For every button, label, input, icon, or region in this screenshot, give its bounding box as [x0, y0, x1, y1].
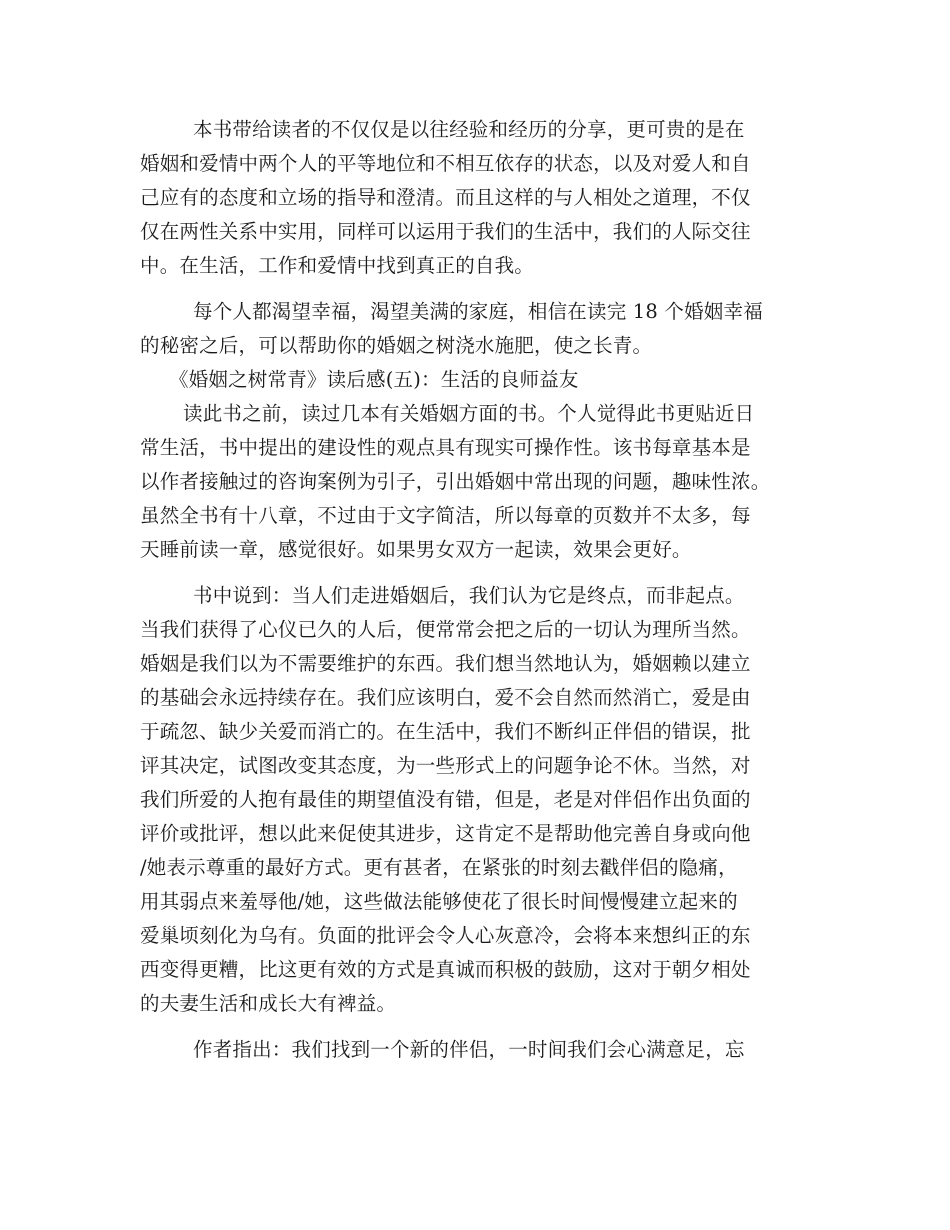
text-line: 读此书之前，读过几本有关婚姻方面的书。个人觉得此书更贴近日: [183, 402, 755, 425]
text-line: 虽然全书有十八章，不过由于文字简洁，所以每章的页数并不太多，每: [140, 504, 751, 527]
text-line: 仅在两性关系中实用，同样可以运用于我们的生活中，我们的人际交往: [140, 220, 751, 243]
text-line: 用其弱点来羞辱他/她，这些做法能够使花了很长时间慢慢建立起来的: [140, 890, 738, 913]
text-line: 天睡前读一章，感觉很好。如果男女双方一起读，效果会更好。: [140, 538, 692, 561]
text-line: 西变得更糟，比这更有效的方式是真诚而积极的鼓励，这对于朝夕相处: [140, 958, 751, 981]
text-line: 作者指出：我们找到一个新的伴侣，一时间我们会心满意足，忘: [193, 1038, 745, 1061]
text-line: 己应有的态度和立场的指导和澄清。而且这样的与人相处之道理，不仅: [140, 186, 751, 209]
text-line: 中。在生活，工作和爱情中找到真正的自我。: [140, 254, 535, 277]
text-line: 以作者接触过的咨询案例为引子，引出婚姻中常出现的问题，趣味性浓。: [140, 470, 771, 493]
text-line: 评价或批评，想以此来促使其进步，这肯定不是帮助他完善自身或向他: [140, 822, 751, 845]
text-line: 书中说到：当人们走进婚姻后，我们认为它是终点，而非起点。: [193, 584, 745, 607]
text-line: 的夫妻生活和成长大有裨益。: [140, 992, 397, 1015]
text-line: 每个人都渴望幸福，渴望美满的家庭，相信在读完 18 个婚姻幸福: [193, 300, 763, 323]
text-line: 评其决定，试图改变其态度，为一些形式上的问题争论不休。当然，对: [140, 754, 751, 777]
text-line: 当我们获得了心仪已久的人后，便常常会把之后的一切认为理所当然。: [140, 618, 751, 641]
text-line: 我们所爱的人抱有最佳的期望值没有错，但是，老是对伴侣作出负面的: [140, 788, 751, 811]
text-line: 于疏忽、缺少关爱而消亡的。在生活中，我们不断纠正伴侣的错误，批: [140, 720, 751, 743]
text-line: 爱巢顷刻化为乌有。负面的批评会令人心灰意冷，会将本来想纠正的东: [140, 924, 751, 947]
text-line: 婚姻是我们以为不需要维护的东西。我们想当然地认为，婚姻赖以建立: [140, 652, 751, 675]
text-line: 本书带给读者的不仅仅是以往经验和经历的分享，更可贵的是在: [193, 118, 745, 141]
text-line: 婚姻和爱情中两个人的平等地位和不相互依存的状态，以及对爱人和自: [140, 152, 751, 175]
text-line: 的基础会永远持续存在。我们应该明白，爱不会自然而然消亡，爱是由: [140, 686, 751, 709]
text-line: 常生活，书中提出的建设性的观点具有现实可操作性。该书每章基本是: [140, 436, 751, 459]
section-heading: 《婚姻之树常青》读后感(五)：生活的良师益友: [169, 368, 579, 391]
text-line: 的秘密之后，可以帮助你的婚姻之树浇水施肥，使之长青。: [140, 334, 653, 357]
text-line: /她表示尊重的最好方式。更有甚者，在紧张的时刻去戳伴侣的隐痛，: [140, 856, 738, 879]
